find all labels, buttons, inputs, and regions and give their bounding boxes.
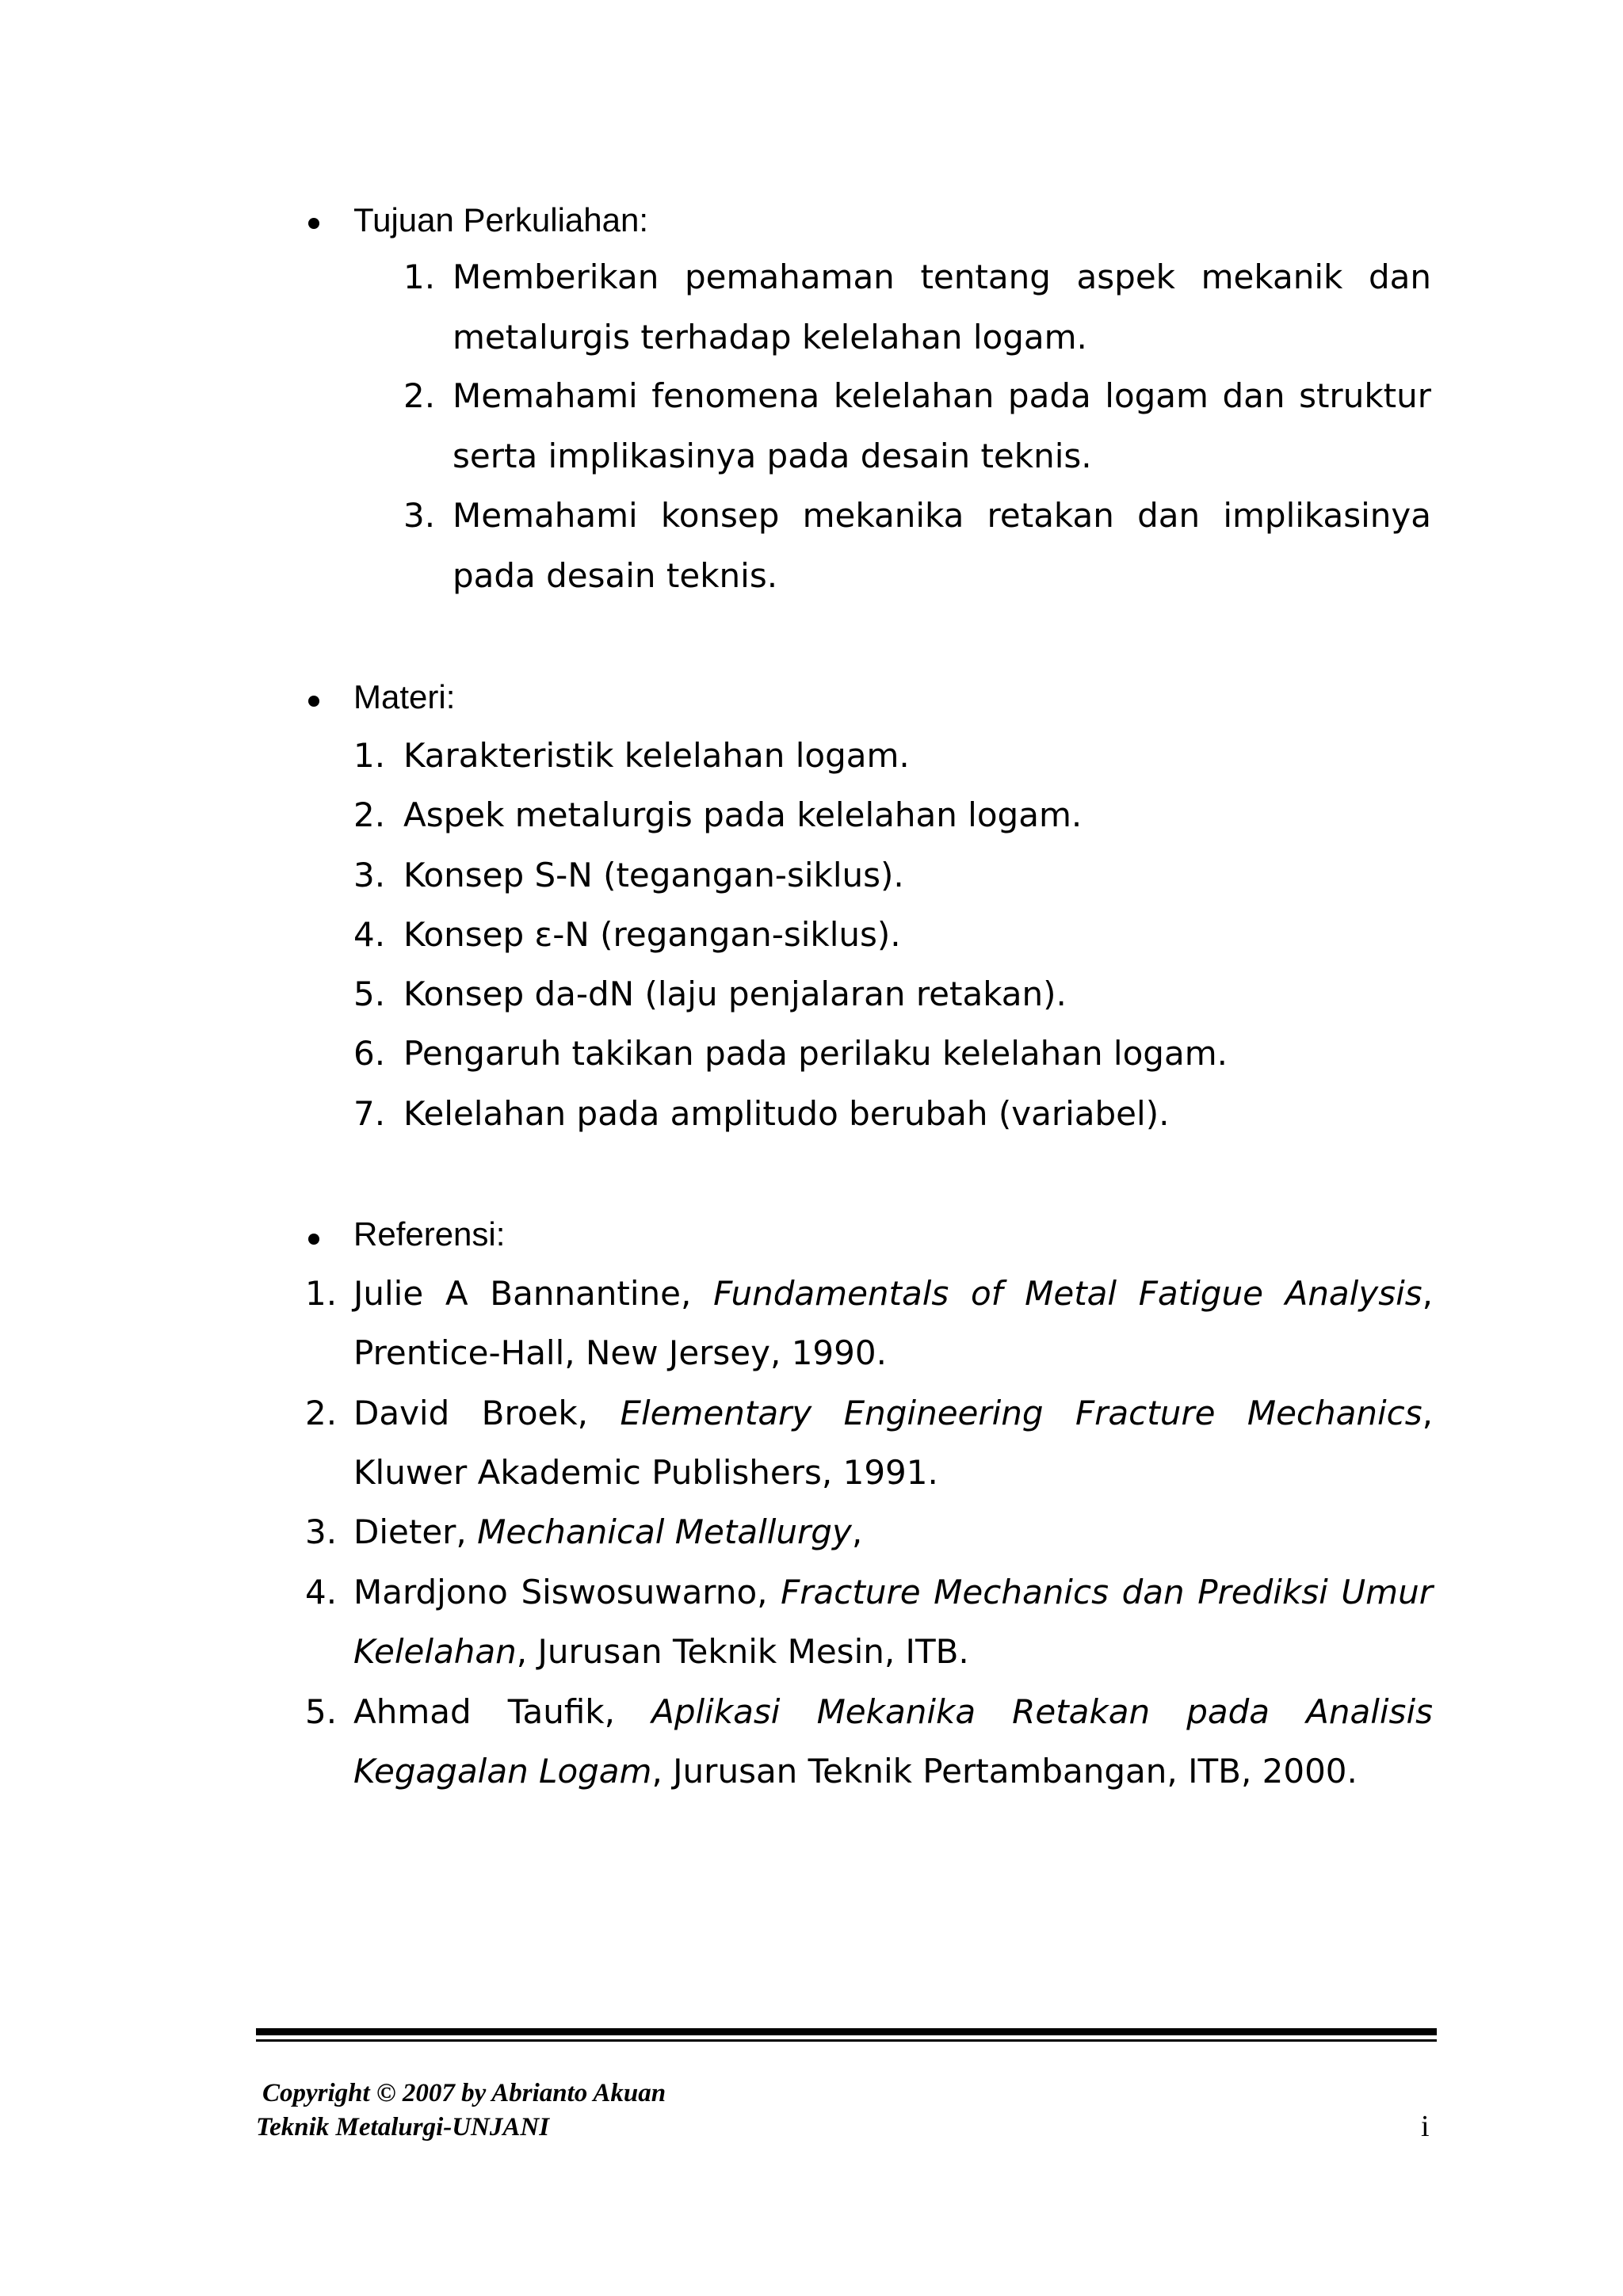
list-item-line: Memberikan pemahaman tentang aspek mekanik dan (453, 257, 1431, 296)
list-item: Konsep da-dN (laju penjalaran retakan). (403, 974, 1067, 1013)
bullet-icon (308, 1234, 319, 1245)
reference-publisher: Prentice-Hall, New Jersey, 1990. (353, 1333, 887, 1372)
reference-punct: , (1422, 1394, 1433, 1432)
reference-line (353, 1272, 1433, 1316)
reference-line (353, 1451, 938, 1495)
reference-author: Julie A Bannantine, (353, 1274, 692, 1313)
reference-author: Mardjono Siswosuwarno, (353, 1573, 768, 1611)
reference-line (353, 1690, 1433, 1734)
reference-line (353, 1391, 1433, 1436)
reference-line (353, 1749, 1358, 1794)
list-number: 7. (353, 1094, 386, 1133)
reference-publisher: , Jurusan Teknik Pertambangan, ITB, 2000. (651, 1752, 1358, 1791)
list-item-line: pada desain teknis. (453, 556, 778, 595)
list-number: 4. (353, 915, 386, 954)
list-number: 3. (403, 496, 436, 535)
list-number: 1. (403, 257, 436, 296)
list-item: Konsep S-N (tegangan-siklus). (403, 856, 904, 894)
reference-line (353, 1630, 969, 1674)
list-number: 5. (305, 1692, 338, 1731)
reference-line (353, 1510, 862, 1554)
list-number: 5. (353, 974, 386, 1013)
reference-title: Aplikasi Mekanika Retakan pada Analisis (651, 1692, 1433, 1731)
reference-title: Mechanical Metallurgy (477, 1512, 852, 1551)
reference-publisher: Kluwer Akademic Publishers, 1991. (353, 1453, 938, 1492)
reference-line (353, 1331, 887, 1375)
bullet-icon (308, 696, 319, 707)
list-item: Pengaruh takikan pada perilaku kelelahan logam. (403, 1034, 1228, 1073)
footer-rule (256, 2028, 1437, 2035)
list-item-line: Memahami fenomena kelelahan pada logam dan struktur (453, 376, 1431, 415)
footer-department: Teknik Metalurgi-UNJANI (256, 2113, 550, 2142)
footer-rule-thin (256, 2039, 1437, 2042)
reference-title-cont: Kegagalan Logam (353, 1752, 652, 1791)
reference-author: Ahmad Taufik, (353, 1692, 615, 1731)
bullet-icon (308, 218, 319, 229)
list-item-line: Memahami konsep mekanika retakan dan implikasinya (453, 496, 1431, 535)
list-number: 6. (353, 1034, 386, 1073)
list-number: 3. (305, 1512, 338, 1551)
list-number: 3. (353, 856, 386, 894)
footer-copyright: Copyright © 2007 by Abrianto Akuan (262, 2079, 666, 2107)
list-number: 1. (353, 736, 386, 775)
list-number: 1. (305, 1274, 338, 1313)
page-number: i (1421, 2110, 1430, 2143)
section-heading-tujuan: Tujuan Perkuliahan: (353, 201, 649, 238)
reference-author: David Broek, (353, 1394, 589, 1432)
reference-punct: , (1422, 1274, 1433, 1313)
list-item: Karakteristik kelelahan logam. (403, 736, 910, 775)
list-item-line: metalurgis terhadap kelelahan logam. (453, 318, 1087, 357)
reference-title-cont: Kelelahan (353, 1632, 517, 1671)
list-number: 2. (305, 1394, 338, 1432)
reference-line (353, 1570, 1433, 1615)
list-number: 2. (353, 795, 386, 834)
list-item-line: serta implikasinya pada desain teknis. (453, 437, 1092, 475)
reference-punct: , (851, 1512, 863, 1551)
list-item: Aspek metalurgis pada kelelahan logam. (403, 795, 1083, 834)
list-number: 4. (305, 1573, 338, 1611)
reference-author: Dieter, (353, 1512, 467, 1551)
list-item: Konsep ε-N (regangan-siklus). (403, 915, 901, 954)
reference-title: Fracture Mechanics dan Prediksi Umur (781, 1573, 1433, 1611)
reference-title: Elementary Engineering Fracture Mechanics (620, 1394, 1423, 1432)
reference-publisher: , Jurusan Teknik Mesin, ITB. (516, 1632, 969, 1671)
section-heading-materi: Materi: (353, 678, 456, 715)
list-number: 2. (403, 376, 436, 415)
reference-title: Fundamentals of Metal Fatigue Analysis (713, 1274, 1423, 1313)
section-heading-referensi: Referensi: (353, 1215, 506, 1253)
list-item: Kelelahan pada amplitudo berubah (variabel). (403, 1094, 1170, 1133)
